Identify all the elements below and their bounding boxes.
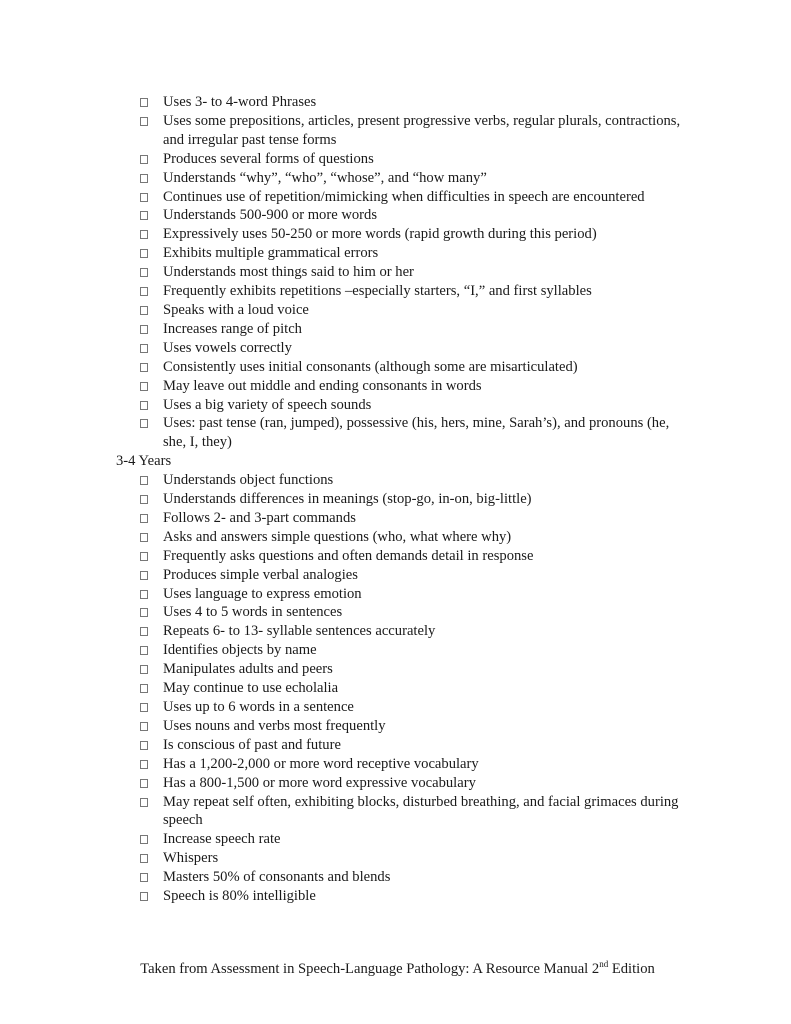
checkbox-icon[interactable]	[140, 193, 148, 202]
checklist-item-text: Uses: past tense (ran, jumped), possessive (his, hers, mine, Sarah’s), and pronouns (he, she, I, they)	[163, 415, 670, 451]
checkbox-icon[interactable]	[140, 798, 148, 807]
checkbox-icon[interactable]	[140, 514, 148, 523]
checkbox-icon[interactable]	[140, 117, 148, 126]
citation-suffix: Edition	[608, 961, 655, 977]
checklist-item-text: Increase speech rate	[163, 831, 281, 848]
checklist-item-text: Uses up to 6 words in a sentence	[163, 699, 354, 715]
checkbox-icon[interactable]	[140, 495, 148, 504]
checklist-item-text: Identifies objects by name	[163, 642, 317, 659]
checkbox-icon[interactable]	[140, 684, 148, 693]
checklist-item	[0, 490, 791, 509]
checklist-item-text: Frequently asks questions and often demands detail in response	[163, 547, 534, 564]
checkbox-icon[interactable]	[140, 533, 148, 542]
checklist-item	[0, 566, 791, 585]
checklist-item	[0, 188, 791, 207]
checkbox-icon[interactable]	[140, 476, 148, 485]
checkbox-icon[interactable]	[140, 627, 148, 636]
checkbox-icon[interactable]	[140, 363, 148, 372]
checklist-section-a	[0, 93, 791, 452]
checklist-item-text: Uses vowels correctly	[163, 339, 292, 356]
checkbox-icon[interactable]	[140, 344, 148, 353]
checklist-item	[0, 320, 791, 339]
checklist-item-text: Consistently uses initial consonants (although some are misarticulated)	[163, 358, 578, 375]
checkbox-icon[interactable]	[140, 665, 148, 674]
checklist-item	[0, 641, 791, 660]
checklist-item-text: May repeat self often, exhibiting blocks, disturbed breathing, and facial grimaces during speech	[163, 793, 679, 829]
checklist-item	[0, 471, 791, 490]
checklist-item-text: Produces simple verbal analogies	[163, 566, 358, 583]
checklist-item-text: Understands differences in meanings (stop-go, in-on, big-little)	[163, 491, 532, 508]
checklist-item-text: Manipulates adults and peers	[163, 661, 333, 678]
checklist-item-text: Understands “why”, “who”, “whose”, and “how many”	[163, 169, 487, 186]
checkbox-icon[interactable]	[140, 722, 148, 731]
checklist-item	[0, 679, 791, 698]
checklist-item	[0, 717, 791, 736]
checkbox-icon[interactable]	[140, 211, 148, 220]
checklist-item	[0, 528, 791, 547]
checklist-item-text: Increases range of pitch	[163, 320, 302, 337]
checkbox-icon[interactable]	[140, 703, 148, 712]
checkbox-icon[interactable]	[140, 760, 148, 769]
checklist-item-text: May leave out middle and ending consonants in words	[163, 377, 482, 394]
checkbox-icon[interactable]	[140, 873, 148, 882]
checklist-item	[0, 396, 791, 415]
checklist-item	[0, 755, 791, 774]
checklist-item	[0, 622, 791, 641]
checklist-item	[0, 660, 791, 679]
checklist-item-text: Understands object functions	[163, 472, 334, 489]
checklist-item	[0, 244, 791, 263]
checkbox-icon[interactable]	[140, 552, 148, 561]
citation-text: Taken from Assessment in Speech-Language Pathology: A Resource Manual 2	[140, 961, 600, 977]
checklist-item-text: May continue to use echolalia	[163, 680, 339, 697]
checklist-item	[0, 793, 791, 831]
checklist-item-text: Follows 2- and 3-part commands	[163, 509, 356, 526]
checkbox-icon[interactable]	[140, 382, 148, 391]
checklist-item	[0, 150, 791, 169]
checklist-item-text: Exhibits multiple grammatical errors	[163, 245, 379, 262]
checklist-item	[0, 547, 791, 566]
checklist-item-text: Uses nouns and verbs most frequently	[163, 717, 386, 734]
checklist-item-text: Masters 50% of consonants and blends	[163, 869, 391, 886]
checkbox-icon[interactable]	[140, 608, 148, 617]
checklist-item-text: Uses a big variety of speech sounds	[163, 396, 372, 413]
checklist-item-text: Understands 500-900 or more words	[163, 207, 378, 224]
checkbox-icon[interactable]	[140, 174, 148, 183]
checklist-item	[0, 774, 791, 793]
checkbox-icon[interactable]	[140, 401, 148, 410]
checklist-item	[0, 414, 791, 452]
checkbox-icon[interactable]	[140, 590, 148, 599]
checkbox-icon[interactable]	[140, 230, 148, 239]
checklist-item	[0, 282, 791, 301]
checklist-item-text: Uses 4 to 5 words in sentences	[163, 604, 343, 621]
checklist-item	[0, 585, 791, 604]
checkbox-icon[interactable]	[140, 854, 148, 863]
checkbox-icon[interactable]	[140, 741, 148, 750]
checklist-item-text: Whispers	[163, 850, 219, 867]
checklist-item	[0, 263, 791, 282]
checkbox-icon[interactable]	[140, 892, 148, 901]
citation-superscript: nd	[599, 959, 609, 969]
checkbox-icon[interactable]	[140, 646, 148, 655]
checklist-item	[0, 509, 791, 528]
checkbox-icon[interactable]	[140, 249, 148, 258]
checklist-item-text: Expressively uses 50-250 or more words (rapid growth during this period)	[163, 226, 597, 243]
checklist-item-text: Understands most things said to him or her	[163, 264, 414, 281]
checklist-item	[0, 698, 791, 717]
document-page	[0, 93, 791, 906]
checklist-item	[0, 358, 791, 377]
checklist-item-text: Has a 1,200-2,000 or more word receptive vocabulary	[163, 755, 479, 772]
checklist-item-text: Uses some prepositions, articles, present progressive verbs, regular plurals, contractions, and irregular past tense forms	[163, 112, 681, 148]
checkbox-icon[interactable]	[140, 287, 148, 296]
checklist-item-text: Uses 3- to 4-word Phrases	[163, 94, 317, 110]
source-citation	[0, 960, 791, 978]
checkbox-icon[interactable]	[140, 779, 148, 788]
checklist-item	[0, 339, 791, 358]
checklist-item	[0, 736, 791, 755]
checklist-item	[0, 887, 791, 906]
checklist-item	[0, 830, 791, 849]
checklist-item	[0, 112, 791, 150]
checklist-item	[0, 377, 791, 396]
checklist-item	[0, 93, 791, 112]
checklist-item	[0, 301, 791, 320]
checkbox-icon[interactable]	[140, 325, 148, 334]
checklist-item	[0, 868, 791, 887]
checklist-item-text: Is conscious of past and future	[163, 736, 341, 753]
checklist-item-text: Has a 800-1,500 or more word expressive vocabulary	[163, 774, 476, 791]
checklist-item	[0, 603, 791, 622]
checklist-item	[0, 225, 791, 244]
section-heading: 3-4 Years	[116, 453, 172, 470]
checklist-item	[0, 206, 791, 225]
checklist-item	[0, 849, 791, 868]
checklist-item-text: Produces several forms of questions	[163, 150, 374, 167]
checklist-item-text: Asks and answers simple questions (who, what where why)	[163, 528, 512, 545]
checkbox-icon[interactable]	[140, 306, 148, 315]
checklist-item-text: Speech is 80% intelligible	[163, 888, 316, 905]
checklist-section-b	[0, 471, 791, 906]
checkbox-icon[interactable]	[140, 571, 148, 580]
checkbox-icon[interactable]	[140, 419, 148, 428]
checklist-item-text: Speaks with a loud voice	[163, 301, 309, 318]
checkbox-icon[interactable]	[140, 155, 148, 164]
checkbox-icon[interactable]	[140, 268, 148, 277]
checkbox-icon[interactable]	[140, 835, 148, 844]
checklist-item-text: Frequently exhibits repetitions –especially starters, “I,” and first syllables	[163, 283, 592, 300]
checklist-item	[0, 169, 791, 188]
checklist-item-text: Uses language to express emotion	[163, 585, 362, 602]
checklist-item-text: Repeats 6- to 13- syllable sentences accurately	[163, 623, 436, 640]
checkbox-icon[interactable]	[140, 98, 148, 107]
checklist-item-text: Continues use of repetition/mimicking when difficulties in speech are encountered	[163, 188, 645, 205]
